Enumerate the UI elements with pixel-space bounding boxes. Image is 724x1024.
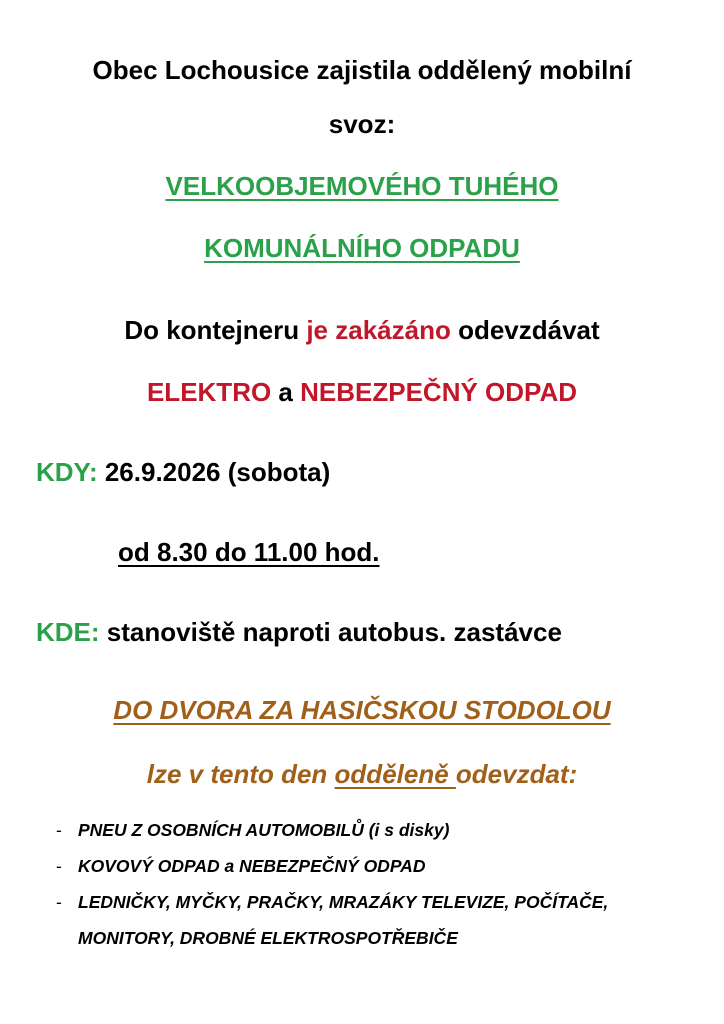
list-item	[56, 812, 608, 848]
separate-emphasis: odděleně	[334, 759, 456, 789]
when-time-line	[118, 536, 380, 568]
list-item-continuation	[56, 920, 608, 956]
list-item-text: MONITORY, DROBNÉ ELEKTROSPOTŘEBIČE	[78, 928, 458, 948]
list-dash: -	[56, 892, 62, 912]
prohibition-prefix: Do kontejneru	[124, 315, 307, 345]
waste-type-line-2: KOMUNÁLNÍHO ODPADU	[204, 233, 520, 263]
intro-line-2: svoz:	[328, 109, 396, 139]
yard-text: DO DVORA ZA HASIČSKOU STODOLOU	[113, 695, 611, 725]
where-place: stanoviště naproti autobus. zastávce	[99, 617, 562, 647]
list-item-text: KOVOVÝ ODPAD a NEBEZPEČNÝ ODPAD	[78, 856, 426, 876]
waste-type-heading	[0, 170, 724, 202]
prohibition-suffix: odevzdávat	[450, 315, 600, 345]
yard-line	[0, 694, 724, 726]
where-line	[36, 616, 562, 648]
accepted-items-list	[56, 812, 608, 956]
list-item	[56, 884, 608, 920]
when-time: od 8.30 do 11.00 hod.	[118, 537, 380, 567]
where-label: KDE:	[36, 617, 100, 647]
prohibition-highlight: je zakázáno	[306, 315, 451, 345]
intro-line-1: Obec Lochousice zajistila oddělený mobilní	[92, 55, 632, 85]
prohibited-items-line	[0, 376, 724, 408]
list-item	[56, 848, 608, 884]
list-item-text: PNEU Z OSOBNÍCH AUTOMOBILŮ (i s disky)	[78, 820, 450, 840]
prohibited-item-electro: ELEKTRO	[146, 377, 272, 407]
list-dash: -	[56, 856, 62, 876]
separate-line	[0, 758, 724, 790]
separate-prefix: lze v tento den	[146, 759, 335, 789]
list-item-text: LEDNIČKY, MYČKY, PRAČKY, MRAZÁKY TELEVIZE, POČÍTAČE,	[78, 892, 609, 912]
prohibition-line	[0, 314, 724, 346]
prohibited-item-hazardous: NEBEZPEČNÝ ODPAD	[300, 377, 578, 407]
waste-type-line-1: VELKOOBJEMOVÉHO TUHÉHO	[165, 171, 559, 201]
when-line	[36, 456, 330, 488]
separate-suffix: odevzdat:	[455, 759, 578, 789]
prohibited-connector: a	[271, 377, 301, 407]
when-label: KDY:	[36, 457, 98, 487]
waste-type-heading-2	[0, 232, 724, 264]
list-dash: -	[56, 820, 62, 840]
when-date: 26.9.2026 (sobota)	[97, 457, 331, 487]
